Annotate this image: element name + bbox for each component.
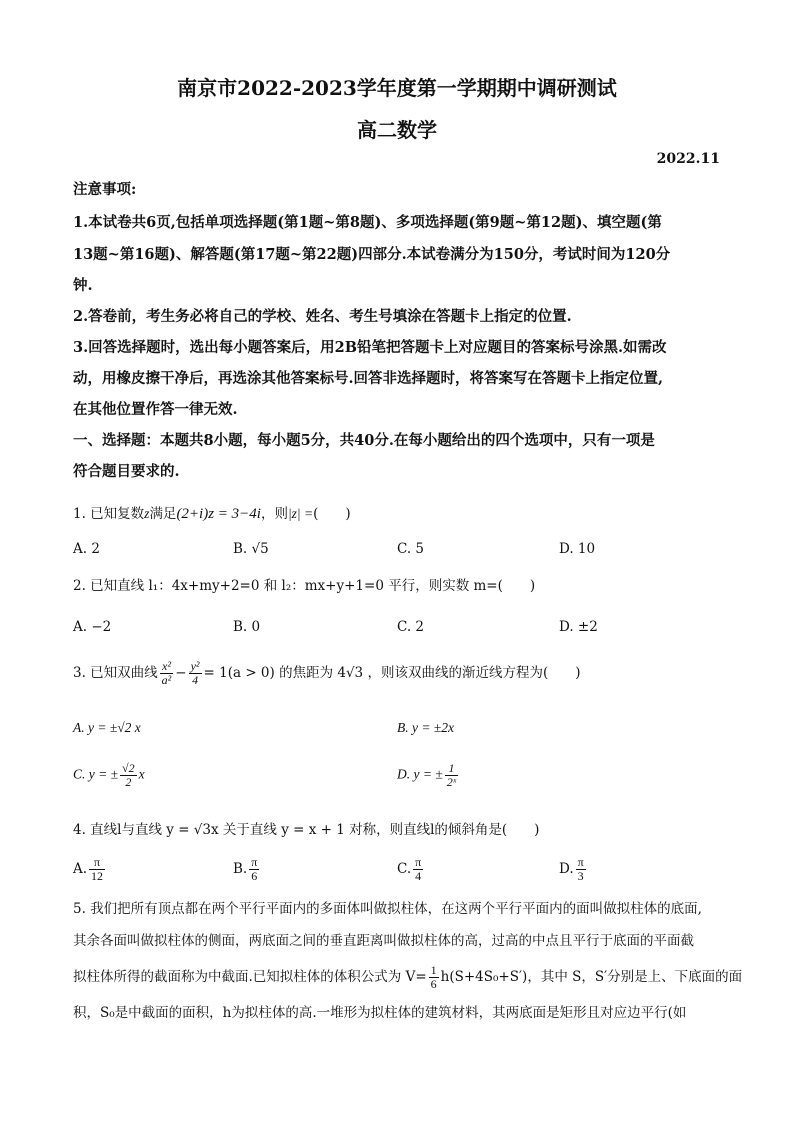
q3-text-a: 3. 已知双曲线 xyxy=(73,665,158,681)
q4-b-label: B. xyxy=(233,861,248,877)
q4-b-pi: π xyxy=(251,855,258,869)
q3-option-a: A. y = ±√2 x xyxy=(73,720,141,735)
q1-text-b: 满足 xyxy=(149,506,177,522)
q1-abs: |z| = xyxy=(287,506,314,521)
q4-option-b xyxy=(233,856,261,883)
q1-option-c: C. 5 xyxy=(397,541,425,557)
notice-item-3-line-1: 3.回答选择题时，选出每小题答案后，用2B铅笔把答题卡上对应题目的答案标号涂黑.如需改 xyxy=(73,339,667,356)
q4-a-den: 12 xyxy=(91,869,104,883)
q3-d-den: 2ˣ xyxy=(446,775,457,789)
question-5-line-2: 其余各面叫做拟柱体的侧面，两底面之间的垂直距离叫做拟柱体的高，过高的中点且平行于底面的平面截 xyxy=(73,933,694,949)
q1-option-d: D. 10 xyxy=(559,541,596,557)
q4-option-a xyxy=(73,856,107,883)
q2-option-d: D. ±2 xyxy=(559,619,598,635)
q3-c-num: √2 xyxy=(122,761,135,775)
q4-d-frac xyxy=(576,856,586,883)
notice-item-2: 2.答卷前，考生务必将自己的学校、姓名、考生号填涂在答题卡上指定的位置. xyxy=(73,308,572,325)
q3-frac-y xyxy=(189,660,202,687)
q3-text-b: = 1(a > 0) 的焦距为 4√3 ，则该双曲线的渐近线方程为( ) xyxy=(203,665,581,681)
notice-heading: 注意事项: xyxy=(73,181,137,198)
q2-option-b: B. 0 xyxy=(233,619,261,635)
notice-item-1-line-1: 1.本试卷共6页,包括单项选择题(第1题~第8题)、多项选择题(第9题~第12题)、填空题(第 xyxy=(73,214,662,231)
q4-b-den: 6 xyxy=(251,869,258,883)
q4-option-d xyxy=(559,856,588,883)
q4-b-frac xyxy=(249,856,259,883)
q5-num: 1 xyxy=(430,963,437,977)
q3-frac-x xyxy=(160,660,174,687)
notice-item-1-line-3: 钟. xyxy=(73,277,93,294)
q5-frac xyxy=(429,964,439,991)
notice-item-1-line-2: 13题~第16题)、解答题(第17题~第22题)四部分.本试卷满分为150分，考试时间为120分 xyxy=(73,246,671,263)
q4-d-den: 3 xyxy=(577,869,584,883)
q4-a-pi: π xyxy=(89,856,105,870)
q2-option-a: A. −2 xyxy=(73,619,112,635)
question-5-line-4: 积，S₀是中截面的面积，h为拟柱体的高.一堆形为拟柱体的建筑材料，其两底面是矩形且对应边平行(如 xyxy=(73,1005,687,1021)
notice-item-3-line-3: 在其他位置作答一律无效. xyxy=(73,401,238,418)
q4-a-frac xyxy=(89,856,105,883)
q3-x2: x² xyxy=(160,660,174,674)
q3-option-d xyxy=(397,762,460,789)
q3-option-b: B. y = ±2x xyxy=(397,720,454,735)
q5-den: 6 xyxy=(430,977,437,991)
q4-d-pi: π xyxy=(577,855,584,869)
exam-subject: 高二数学 xyxy=(357,118,437,142)
q3-a2: a² xyxy=(161,673,172,687)
q4-c-frac xyxy=(413,856,423,883)
q1-option-a: A. 2 xyxy=(73,541,100,557)
question-5-line-3 xyxy=(73,963,743,991)
q3-c-pre: C. y = ± xyxy=(73,766,119,782)
q3-option-c xyxy=(73,762,145,789)
q1-text-a: 1. 已知复数 xyxy=(73,506,145,522)
q4-a-label: A. xyxy=(73,861,88,877)
q4-d-label: D. xyxy=(559,861,574,877)
exam-date: 2022.11 xyxy=(656,151,720,167)
q4-c-den: 4 xyxy=(415,869,422,883)
q4-c-pi: π xyxy=(415,855,422,869)
q1-var: z xyxy=(144,506,150,521)
q5-text-a: 拟柱体所得的截面称为中截面.已知拟柱体的体积公式为 V= xyxy=(73,969,427,985)
question-3-stem: 3. 已知双曲线 $\frac{\text{x²}}{\text{a²}}$ − $\frac{\text{y²}}{4}$ = 1(a > 0) 的焦距为 4√3 ，则该双曲线的渐近线方程为( ) xyxy=(73,659,581,687)
q3-c-post: x xyxy=(138,766,145,782)
q4-option-c xyxy=(397,856,425,883)
question-4-stem: 4. 直线l与直线 y = √3x 关于直线 y = x + 1 对称，则直线l的倾斜角是( ) xyxy=(73,822,540,838)
q3-d-pre: D. y = ± xyxy=(397,766,443,782)
q3-d-frac xyxy=(445,762,458,789)
notice-item-3-line-2: 动，用橡皮擦干净后，再选涂其他答案标号.回答非选择题时，将答案写在答题卡上指定位置, xyxy=(73,370,664,387)
q3-c-den: 2 xyxy=(125,775,132,789)
q1-option-b: B. √5 xyxy=(233,541,269,557)
q1-text-c: ，则 xyxy=(260,506,288,522)
exam-title: 南京市2022-2023学年度第一学期期中调研测试 xyxy=(177,76,617,100)
q1-equation: (2+i)z = 3−4i xyxy=(176,506,261,522)
q5-text-b: h(S+4S₀+S′)，其中 S，S′分别是上、下底面的面 xyxy=(440,969,743,985)
question-1-stem xyxy=(73,504,351,524)
q3-y2: y² xyxy=(190,659,200,673)
question-5-line-1: 5. 我们把所有顶点都在两个平行平面内的多面体叫做拟柱体，在这两个平行平面内的面叫做拟柱体的底面, xyxy=(73,901,702,917)
q2-option-c: C. 2 xyxy=(397,619,425,635)
question-2-stem: 2. 已知直线 l₁：4x+my+2=0 和 l₂：mx+y+1=0 平行，则实数 m=( ) xyxy=(73,578,536,594)
q4-c-label: C. xyxy=(397,861,412,877)
q3-c-frac xyxy=(120,762,137,789)
q3-four: 4 xyxy=(192,673,199,687)
q1-answer-paren: ( ) xyxy=(313,506,351,522)
section-1-heading-line-2: 符合题目要求的. xyxy=(73,463,180,480)
q3-d-num: 1 xyxy=(445,762,458,776)
section-1-heading-line-1: 一、选择题：本题共8小题，每小题5分，共40分.在每小题给出的四个选项中，只有一项是 xyxy=(73,432,655,449)
